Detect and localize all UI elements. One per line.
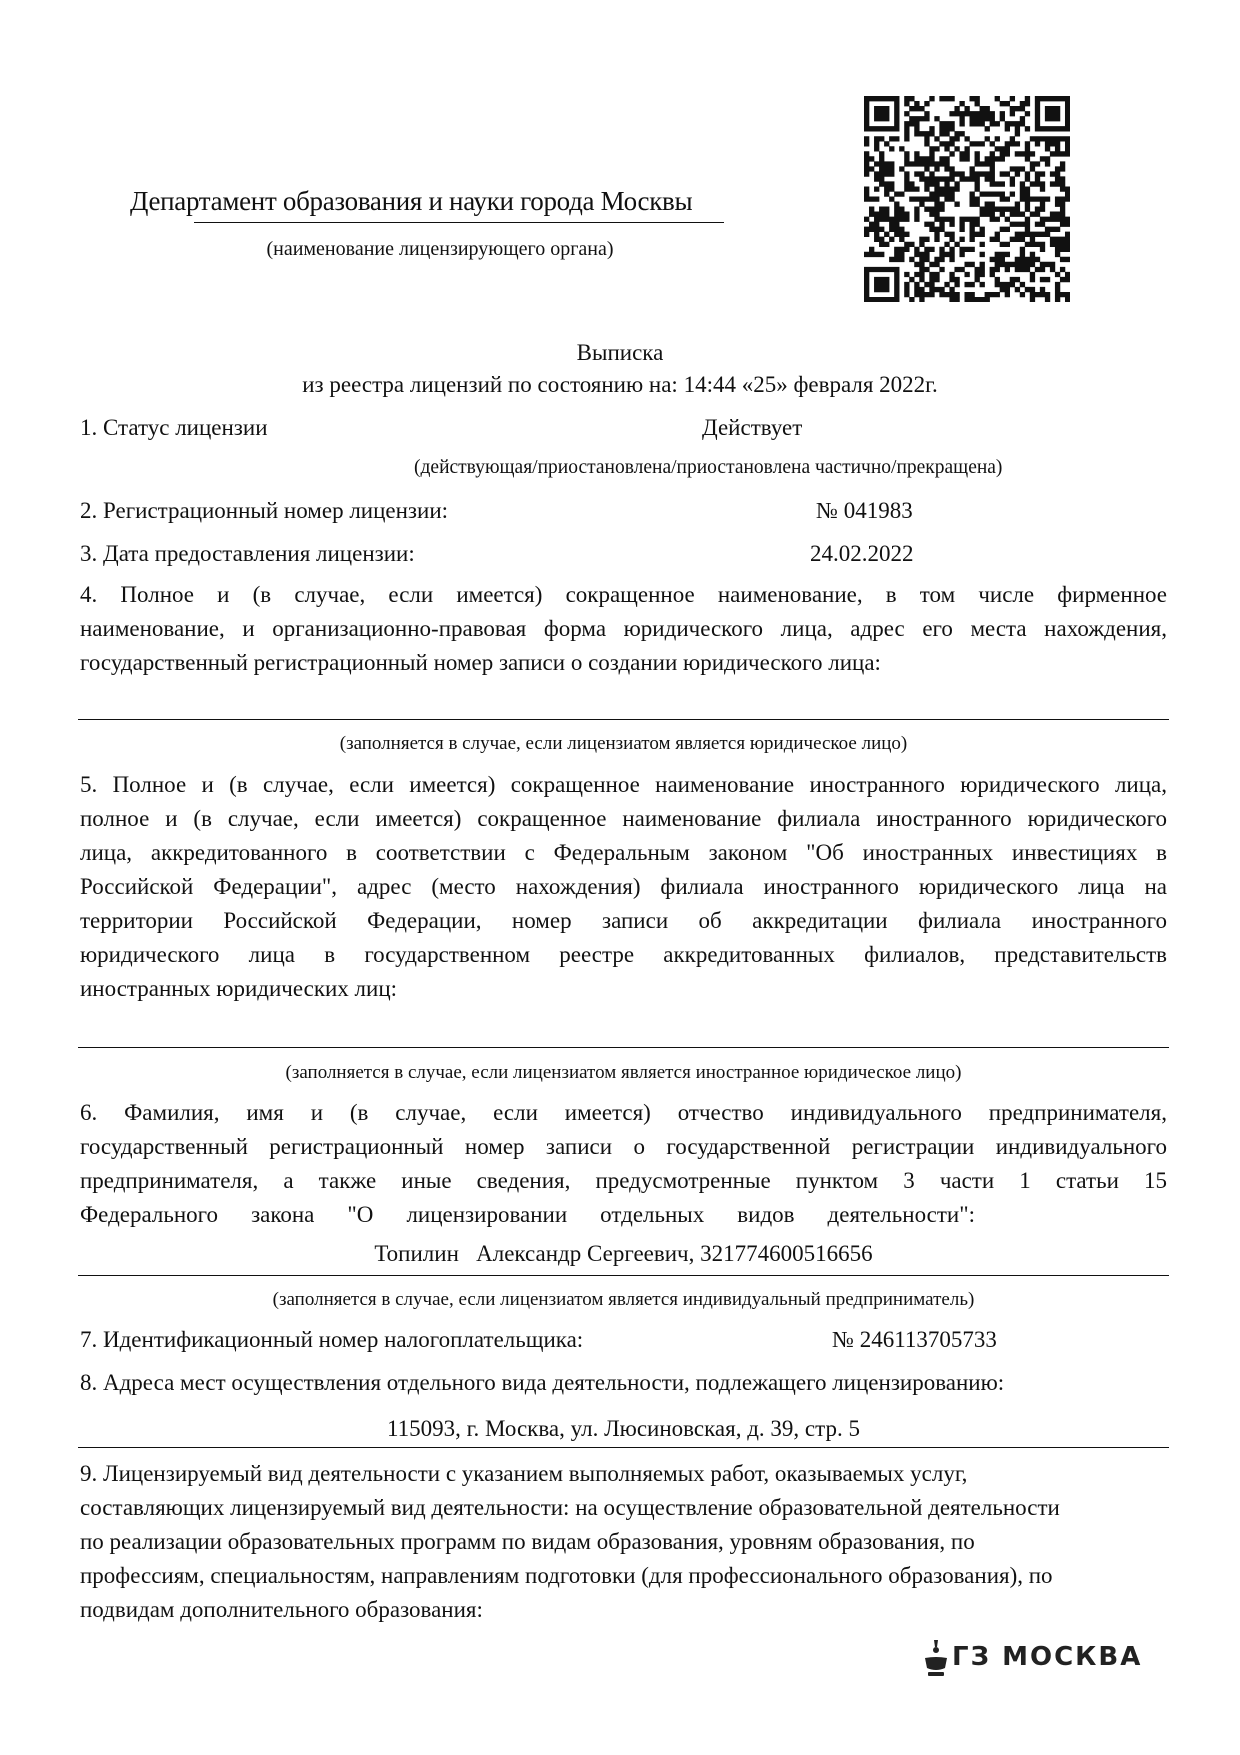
item6-rule xyxy=(78,1275,1169,1276)
status-value: Действует xyxy=(702,415,803,440)
gz-moskva-logo xyxy=(922,1638,1170,1678)
qr-modules xyxy=(864,96,1070,302)
document-title: Выписка xyxy=(576,340,664,365)
date-value: 24.02.2022 xyxy=(810,541,914,566)
inn-label: 7. Идентификационный номер налогоплательщика: xyxy=(80,1327,584,1352)
item6-value: Топилин Александр Сергеевич, 321774600516656 xyxy=(374,1241,873,1266)
item9-line: составляющих лицензируемый вид деятельности: на осуществление образовательной деятельности xyxy=(80,1495,1060,1520)
item6-caption: (заполняется в случае, если лицензиатом является индивидуальный предприниматель) xyxy=(272,1289,975,1310)
item4-caption: (заполняется в случае, если лицензиатом является юридическое лицо) xyxy=(339,733,908,754)
inn-value: № 246113705733 xyxy=(832,1327,997,1352)
item5-line: юридического лица в государственном реестре аккредитованных филиалов, представительств xyxy=(80,942,1167,967)
qr-code xyxy=(864,96,1070,302)
reg-number-value: № 041983 xyxy=(816,498,913,523)
status-caption: (действующая/приостановлена/приостановлена частично/прекращена) xyxy=(414,457,1003,478)
item6-line: государственный регистрационный номер записи о государственной регистрации индивидуального xyxy=(80,1134,1167,1159)
item5-line: иностранных юридических лиц: xyxy=(80,976,398,1001)
item5-line: территории Российской Федерации, номер записи об аккредитации филиала иностранного xyxy=(80,908,1167,933)
item9-text xyxy=(80,1457,1167,1627)
item9-line: 9. Лицензируемый вид деятельности с указанием выполняемых работ, оказываемых услуг, xyxy=(80,1461,968,1486)
organization-name: Департамент образования и науки города Москвы xyxy=(130,186,693,216)
item6-line: предпринимателя, а также иные сведения, предусмотренные пунктом 3 части 1 статьи 15 xyxy=(80,1168,1167,1193)
item5-line: лица, аккредитованного в соответствии с Федеральным законом "Об иностранных инвестициях в xyxy=(80,840,1167,865)
item9-line: подвидам дополнительного образования: xyxy=(80,1597,483,1622)
address-rule xyxy=(78,1447,1169,1448)
date-label: 3. Дата предоставления лицензии: xyxy=(80,541,415,566)
item9-line: по реализации образовательных программ по видам образования, уровням образования, по xyxy=(80,1529,975,1554)
item9-line: профессиям, специальностям, направлениям подготовки (для профессионального образования), по xyxy=(80,1563,1053,1588)
status-label: 1. Статус лицензии xyxy=(80,415,268,440)
address-value: 115093, г. Москва, ул. Люсиновская, д. 39, стр. 5 xyxy=(387,1416,860,1441)
item5-line: Российской Федерации", адрес (место нахождения) филиала иностранного юридического лица на xyxy=(80,874,1167,899)
item4-line: 4. Полное и (в случае, если имеется) сокращенное наименование, в том числе фирменное xyxy=(80,582,1167,607)
item5-line: 5. Полное и (в случае, если имеется) сокращенное наименование иностранного юридического лица, xyxy=(80,772,1167,797)
item5-caption: (заполняется в случае, если лицензиатом является иностранное юридическое лицо) xyxy=(285,1062,962,1083)
item6-line: Федерального закона "О лицензировании отдельных видов деятельности": xyxy=(80,1202,975,1227)
logo-text: ГЗ МОСКВА xyxy=(952,1642,1143,1672)
address-label: 8. Адреса мест осуществления отдельного вида деятельности, подлежащего лицензированию: xyxy=(80,1370,1005,1395)
item4-line: государственный регистрационный номер записи о создании юридического лица: xyxy=(80,650,881,675)
item4-line: наименование, и организационно-правовая форма юридического лица, адрес его места нахождения, xyxy=(80,616,1167,641)
document-subtitle: из реестра лицензий по состоянию на: 14:44 «25» февраля 2022г. xyxy=(302,372,938,397)
item6-text xyxy=(80,1096,1167,1232)
reg-number-label: 2. Регистрационный номер лицензии: xyxy=(80,498,449,523)
pharmacy-bowl-icon xyxy=(922,1638,950,1678)
item5-line: полное и (в случае, если имеется) сокращенное наименование филиала иностранного юридического xyxy=(80,806,1167,831)
organization-underline xyxy=(194,222,724,223)
item6-line: 6. Фамилия, имя и (в случае, если имеется) отчество индивидуального предпринимателя, xyxy=(80,1100,1167,1125)
organization-caption: (наименование лицензирующего органа) xyxy=(266,238,614,260)
item4-rule xyxy=(78,719,1169,720)
item5-rule xyxy=(78,1047,1169,1048)
item4-text xyxy=(80,578,1167,680)
item5-text xyxy=(80,768,1167,1006)
qr-code-graphic xyxy=(864,96,1070,302)
